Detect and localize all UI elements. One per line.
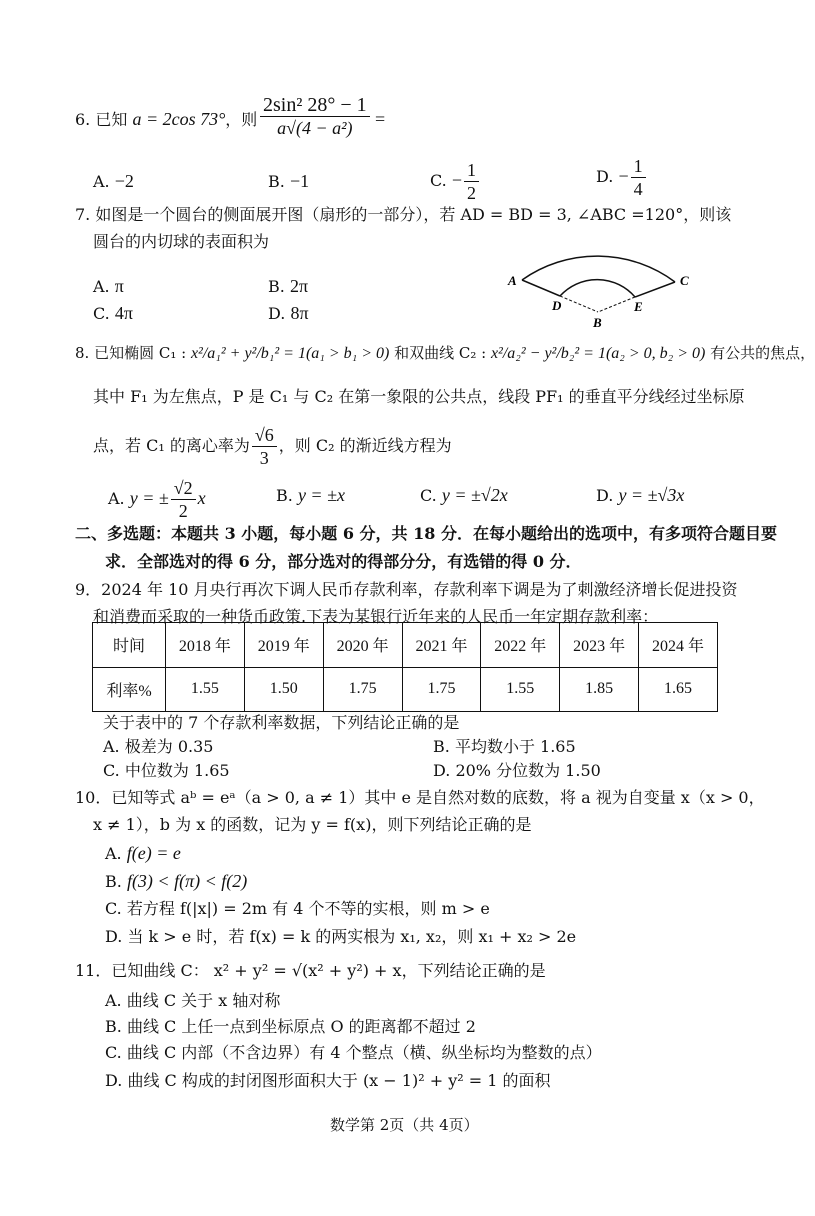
- q8-option-b: [276, 484, 345, 507]
- inner-arc: [560, 280, 635, 297]
- outer-arc: [522, 256, 675, 282]
- q6-option-b: [268, 170, 309, 193]
- text: C.: [93, 304, 110, 323]
- text: 平均数小于 1.65: [454, 737, 576, 756]
- table-cell: 1.65: [639, 667, 718, 712]
- q8-option-d: [596, 484, 684, 507]
- text: C.: [420, 486, 437, 505]
- section-heading-line1: 二、多选题：本题共 3 小题，每小题 6 分，共 18 分．在每小题给出的选项中，有多项符合题目要: [75, 524, 777, 543]
- text: ，则 C₂ 的渐近线方程为: [278, 436, 452, 455]
- q9-option-b: [433, 736, 576, 758]
- text: D.: [433, 761, 451, 780]
- q6-denominator: a√(4 − a²): [277, 118, 353, 138]
- q10-option-c: [105, 898, 490, 920]
- text: 1: [631, 155, 646, 178]
- table-header-row: [93, 623, 718, 668]
- table-cell: 2021 年: [402, 623, 481, 668]
- text: D.: [596, 486, 614, 505]
- q6-numerator: 2sin² 28° − 1: [260, 94, 370, 117]
- text: A.: [105, 991, 122, 1010]
- text: −1: [289, 171, 310, 191]
- text: f(3) < f(π) < f(2): [126, 871, 248, 891]
- text: D.: [105, 927, 123, 946]
- text: π: [114, 276, 124, 296]
- q11-stem: 11．已知曲线 C： x² + y² = √(x² + y²) + x，下列结论正确的是: [75, 961, 546, 980]
- q7-option-a: [93, 275, 124, 298]
- text: D.: [268, 304, 286, 323]
- q7-stem-line1: 7. 如图是一个圆台的侧面展开图（扇形的一部分），若 AD = BD = 3, ∠ABC =120°，则该: [75, 205, 732, 224]
- text: C.: [105, 1043, 122, 1062]
- table-cell: 1.55: [166, 667, 245, 712]
- text: 点，若 C₁ 的离心率为: [93, 436, 250, 455]
- text: −: [451, 170, 463, 190]
- text: √2: [171, 477, 196, 500]
- text: 4π: [114, 303, 133, 323]
- label-a: A: [508, 273, 517, 288]
- text: B.: [276, 486, 293, 505]
- text: 曲线 C 构成的封闭图形面积大于 (x − 1)² + y² = 1 的面积: [127, 1071, 551, 1090]
- q8-stem-line2: 其中 F₁ 为左焦点，P 是 C₁ 与 C₂ 在第一象限的公共点，线段 PF₁ 的垂直平分线经过坐标原: [93, 387, 745, 406]
- table-cell: 利率%: [93, 667, 166, 712]
- table-cell: 2022 年: [481, 623, 560, 668]
- q8-option-c: [420, 484, 508, 507]
- table-cell: 2019 年: [244, 623, 323, 668]
- q10-option-a: [105, 842, 181, 865]
- text: 4: [633, 179, 643, 199]
- text: B.: [105, 872, 122, 891]
- table-cell: 1.85: [560, 667, 639, 712]
- text: −: [618, 166, 629, 186]
- text: B.: [433, 737, 450, 756]
- table-cell: 1.75: [323, 667, 402, 712]
- text: 若方程 f(|x|) = 2m 有 4 个不等的实根，则 m > e: [126, 899, 490, 918]
- text: 和双曲线 C₂ :: [389, 344, 491, 362]
- text: A.: [103, 737, 120, 756]
- text: D.: [596, 167, 614, 186]
- q9-stem-line1: 9．2024 年 10 月央行再次下调人民币存款利率，存款利率下调是为了刺激经济增长促进投资: [75, 580, 738, 599]
- table-cell: 2020 年: [323, 623, 402, 668]
- text: 曲线 C 上任一点到坐标原点 O 的距离都不超过 2: [126, 1017, 476, 1036]
- text: B.: [105, 1017, 122, 1036]
- q8-stem-line1: [75, 342, 815, 365]
- section-heading-line2: 求．全部选对的得 6 分，部分选对的得部分分，有选错的得 0 分．: [105, 552, 582, 571]
- text: y = ±√3x: [618, 485, 685, 505]
- text: 1: [464, 159, 479, 182]
- q9-option-a: [103, 736, 213, 758]
- q11-option-b: [105, 1016, 476, 1038]
- q6-stem-text: 6. 已知: [75, 110, 133, 129]
- text: 曲线 C 内部（不含边界）有 4 个整点（横、纵坐标均为整数的点）: [126, 1043, 602, 1062]
- text: 当 k > e 时，若 f(x) = k 的两实根为 x₁, x₂，则 x₁ + x₂ > 2e: [127, 927, 577, 946]
- text: A.: [105, 844, 122, 863]
- q10-stem-line1: 10．已知等式 aᵇ = eᵃ（a > 0, a ≠ 1）其中 e 是自然对数的底数，将 a 视为自变量 x（x > 0，: [75, 788, 765, 807]
- text: 20% 分位数为 1.50: [455, 761, 601, 780]
- q6-option-c: [430, 152, 481, 209]
- text: C.: [103, 761, 120, 780]
- label-e: E: [634, 299, 643, 314]
- table-cell: 1.50: [244, 667, 323, 712]
- label-d: D: [552, 298, 562, 313]
- text: x²/a₂² − y²/b₂² = 1(a₂ > 0, b₂ > 0): [490, 345, 706, 362]
- text: −2: [114, 171, 134, 191]
- text: x: [197, 488, 206, 508]
- text: A.: [93, 277, 110, 296]
- table-cell: 1.75: [402, 667, 481, 712]
- table-cell: 时间: [93, 623, 166, 668]
- q6-equals: =: [375, 109, 386, 129]
- q6-stem-text2: ，则: [225, 110, 258, 129]
- q11-option-a: [105, 990, 280, 1012]
- text: 8π: [290, 303, 309, 323]
- q6-stem: [75, 108, 257, 131]
- dashed-eb: [598, 297, 635, 312]
- q7-stem-line2: 圆台的内切球的表面积为: [93, 232, 270, 251]
- label-c: C: [680, 273, 689, 288]
- table-cell: 2018 年: [166, 623, 245, 668]
- table-cell: 2023 年: [560, 623, 639, 668]
- q8-option-a: [108, 470, 206, 527]
- text: x²/a₁² + y²/b₁² = 1(a₁ > b₁ > 0): [190, 345, 390, 362]
- q11-option-c: [105, 1042, 602, 1064]
- dashed-db: [560, 296, 598, 312]
- text: 2: [178, 501, 188, 521]
- text: f(e) = e: [126, 843, 181, 863]
- text: 极差为 0.35: [124, 737, 214, 756]
- q9-prompt: 关于表中的 7 个存款利率数据，下列结论正确的是: [103, 713, 460, 732]
- q6-option-a: [93, 170, 134, 193]
- table-cell: 2024 年: [639, 623, 718, 668]
- q9-option-d: [433, 760, 601, 782]
- q8-stem-line3: [93, 418, 452, 474]
- segment-ad: [522, 280, 560, 296]
- q10-option-b: [105, 870, 247, 893]
- interest-rate-table: [92, 622, 718, 712]
- page-footer: 数学第 2页（共 4页）: [330, 1116, 479, 1134]
- text: 3: [259, 448, 269, 468]
- text: y = ±x: [297, 485, 345, 505]
- q7-option-c: [93, 302, 133, 325]
- q10-option-d: [105, 926, 576, 948]
- q6-fraction: [260, 94, 370, 139]
- segment-ce: [635, 282, 675, 297]
- q9-option-c: [103, 760, 230, 782]
- q11-option-d: [105, 1070, 551, 1092]
- text: 2: [467, 183, 477, 203]
- text: y = ±√2x: [441, 485, 508, 505]
- text: C.: [105, 899, 122, 918]
- q7-option-d: [268, 302, 309, 325]
- q9-stem-line2: 和消费而采取的一种货币政策.下表为某银行近年来的人民币一年定期存款利率：: [93, 607, 659, 626]
- text: 8. 已知椭圆 C₁ :: [75, 344, 191, 362]
- text: B.: [268, 277, 285, 296]
- text: 2π: [289, 276, 309, 296]
- q7-option-b: [268, 275, 308, 298]
- text: 中位数为 1.65: [124, 761, 230, 780]
- text: y = ±: [129, 488, 169, 508]
- text: C.: [430, 171, 447, 190]
- table-row: [93, 667, 718, 712]
- text: A.: [93, 172, 110, 191]
- q6-option-d: [596, 148, 648, 205]
- text: 曲线 C 关于 x 轴对称: [126, 991, 281, 1010]
- text: √6: [252, 424, 277, 447]
- text: B.: [268, 172, 285, 191]
- q6-math: a = 2cos 73°: [132, 109, 226, 129]
- sector-figure: [500, 240, 720, 330]
- table-cell: 1.55: [481, 667, 560, 712]
- text: D.: [105, 1071, 123, 1090]
- q10-stem-line2: x ≠ 1），b 为 x 的函数，记为 y = f(x)，则下列结论正确的是: [93, 815, 532, 834]
- text: A.: [108, 489, 125, 508]
- text: 有公共的焦点，: [705, 344, 815, 362]
- label-b: B: [593, 315, 602, 330]
